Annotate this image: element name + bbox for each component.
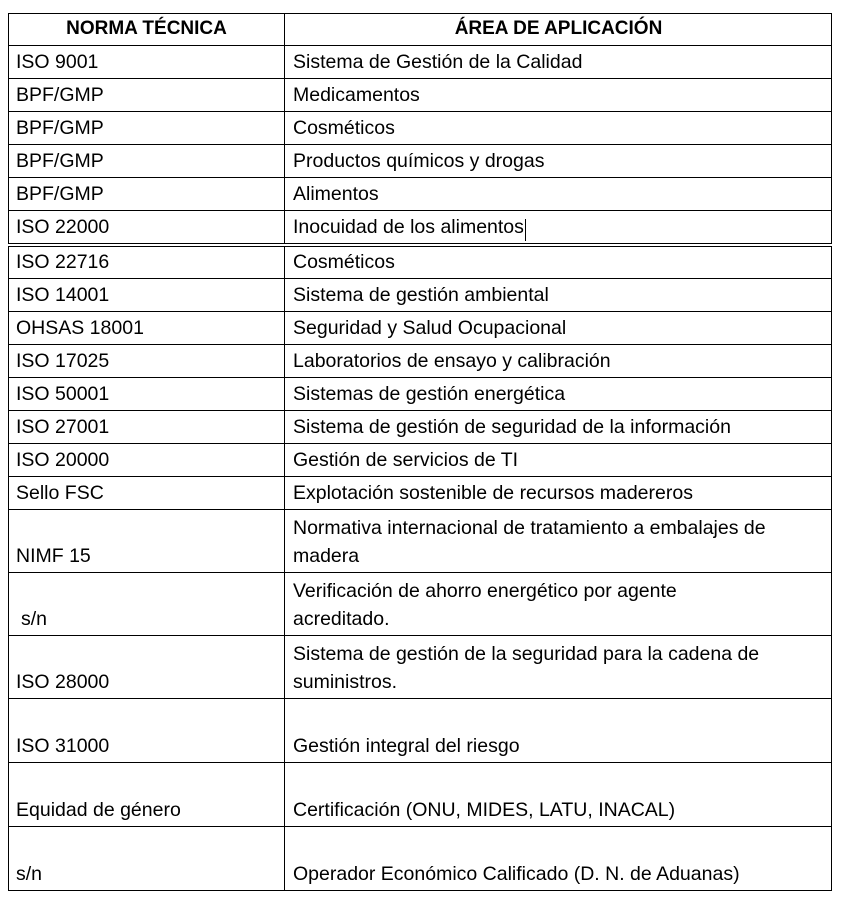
table-row (8, 636, 832, 699)
norma-cell[interactable]: Equidad de género (9, 763, 285, 826)
norma-cell[interactable]: ISO 31000 (9, 699, 285, 762)
area-cell[interactable]: Seguridad y Salud Ocupacional (293, 317, 567, 339)
area-cell[interactable]: Gestión integral del riesgo (293, 735, 520, 757)
table-row (8, 178, 832, 211)
area-cell[interactable]: Sistema de Gestión de la Calidad (293, 51, 583, 73)
table-row (8, 46, 832, 79)
area-cell[interactable]: Sistemas de gestión energética (293, 383, 566, 405)
table-row (8, 345, 832, 378)
norma-cell[interactable]: ISO 28000 (9, 636, 285, 698)
area-cell[interactable]: Operador Económico Calificado (D. N. de Aduanas) (293, 863, 740, 885)
standards-table-part-1 (8, 13, 832, 244)
norma-cell[interactable]: BPF/GMP (9, 178, 285, 210)
area-cell-active[interactable] (285, 211, 831, 243)
text-cursor (525, 219, 526, 241)
table-row (8, 279, 832, 312)
area-cell[interactable]: Explotación sostenible de recursos madereros (293, 482, 693, 504)
table-row (8, 112, 832, 145)
table-header-row (8, 13, 832, 46)
norma-cell[interactable]: ISO 50001 (9, 378, 285, 410)
norma-cell[interactable]: ISO 22000 (9, 211, 285, 243)
area-cell[interactable]: Sistema de gestión de seguridad de la información (293, 416, 731, 438)
norma-cell[interactable]: NIMF 15 (9, 510, 285, 572)
norma-cell[interactable]: BPF/GMP (9, 145, 285, 177)
area-cell[interactable]: Verificación de ahorro energético por agente acreditado. (293, 580, 677, 630)
table-row (8, 211, 832, 244)
header-norma-tecnica: NORMA TÉCNICA (9, 14, 285, 45)
table-row (8, 827, 832, 891)
area-cell[interactable]: Medicamentos (293, 84, 420, 106)
norma-cell[interactable]: BPF/GMP (9, 79, 285, 111)
area-cell[interactable]: Sistema de gestión ambiental (293, 284, 549, 306)
table-row (8, 312, 832, 345)
table-row (8, 763, 832, 827)
area-cell[interactable]: Laboratorios de ensayo y calibración (293, 350, 611, 372)
area-cell[interactable]: Cosméticos (293, 251, 395, 273)
table-row (8, 444, 832, 477)
norma-cell[interactable]: ISO 22716 (9, 247, 285, 278)
norma-cell[interactable]: ISO 17025 (9, 345, 285, 377)
table-row (8, 573, 832, 636)
norma-cell[interactable]: BPF/GMP (9, 112, 285, 144)
area-cell[interactable]: Sistema de gestión de la seguridad para la cadena de suministros. (293, 643, 760, 693)
area-cell[interactable]: Alimentos (293, 183, 379, 205)
table-row (8, 477, 832, 510)
norma-cell[interactable]: s/n (9, 827, 285, 890)
norma-cell[interactable]: ISO 9001 (9, 46, 285, 78)
area-cell[interactable]: Certificación (ONU, MIDES, LATU, INACAL) (293, 799, 676, 821)
norma-cell[interactable]: ISO 14001 (9, 279, 285, 311)
table-row (8, 699, 832, 763)
norma-cell[interactable]: ISO 27001 (9, 411, 285, 443)
norma-cell[interactable]: s/n (9, 573, 285, 635)
norma-cell[interactable]: Sello FSC (9, 477, 285, 509)
table-row (8, 378, 832, 411)
area-cell[interactable]: Normativa internacional de tratamiento a embalajes de madera (293, 517, 766, 567)
table-row (8, 411, 832, 444)
table-row (8, 510, 832, 573)
area-cell[interactable]: Cosméticos (293, 117, 395, 139)
table-row (8, 145, 832, 178)
area-text: Inocuidad de los alimentos (293, 216, 524, 238)
table-row (8, 246, 832, 279)
norma-cell[interactable]: OHSAS 18001 (9, 312, 285, 344)
standards-table-part-2 (8, 246, 832, 891)
norma-cell[interactable]: ISO 20000 (9, 444, 285, 476)
area-cell[interactable]: Productos químicos y drogas (293, 150, 545, 172)
area-cell[interactable]: Gestión de servicios de TI (293, 449, 519, 471)
header-area-aplicacion: ÁREA DE APLICACIÓN (454, 18, 663, 39)
table-row (8, 79, 832, 112)
